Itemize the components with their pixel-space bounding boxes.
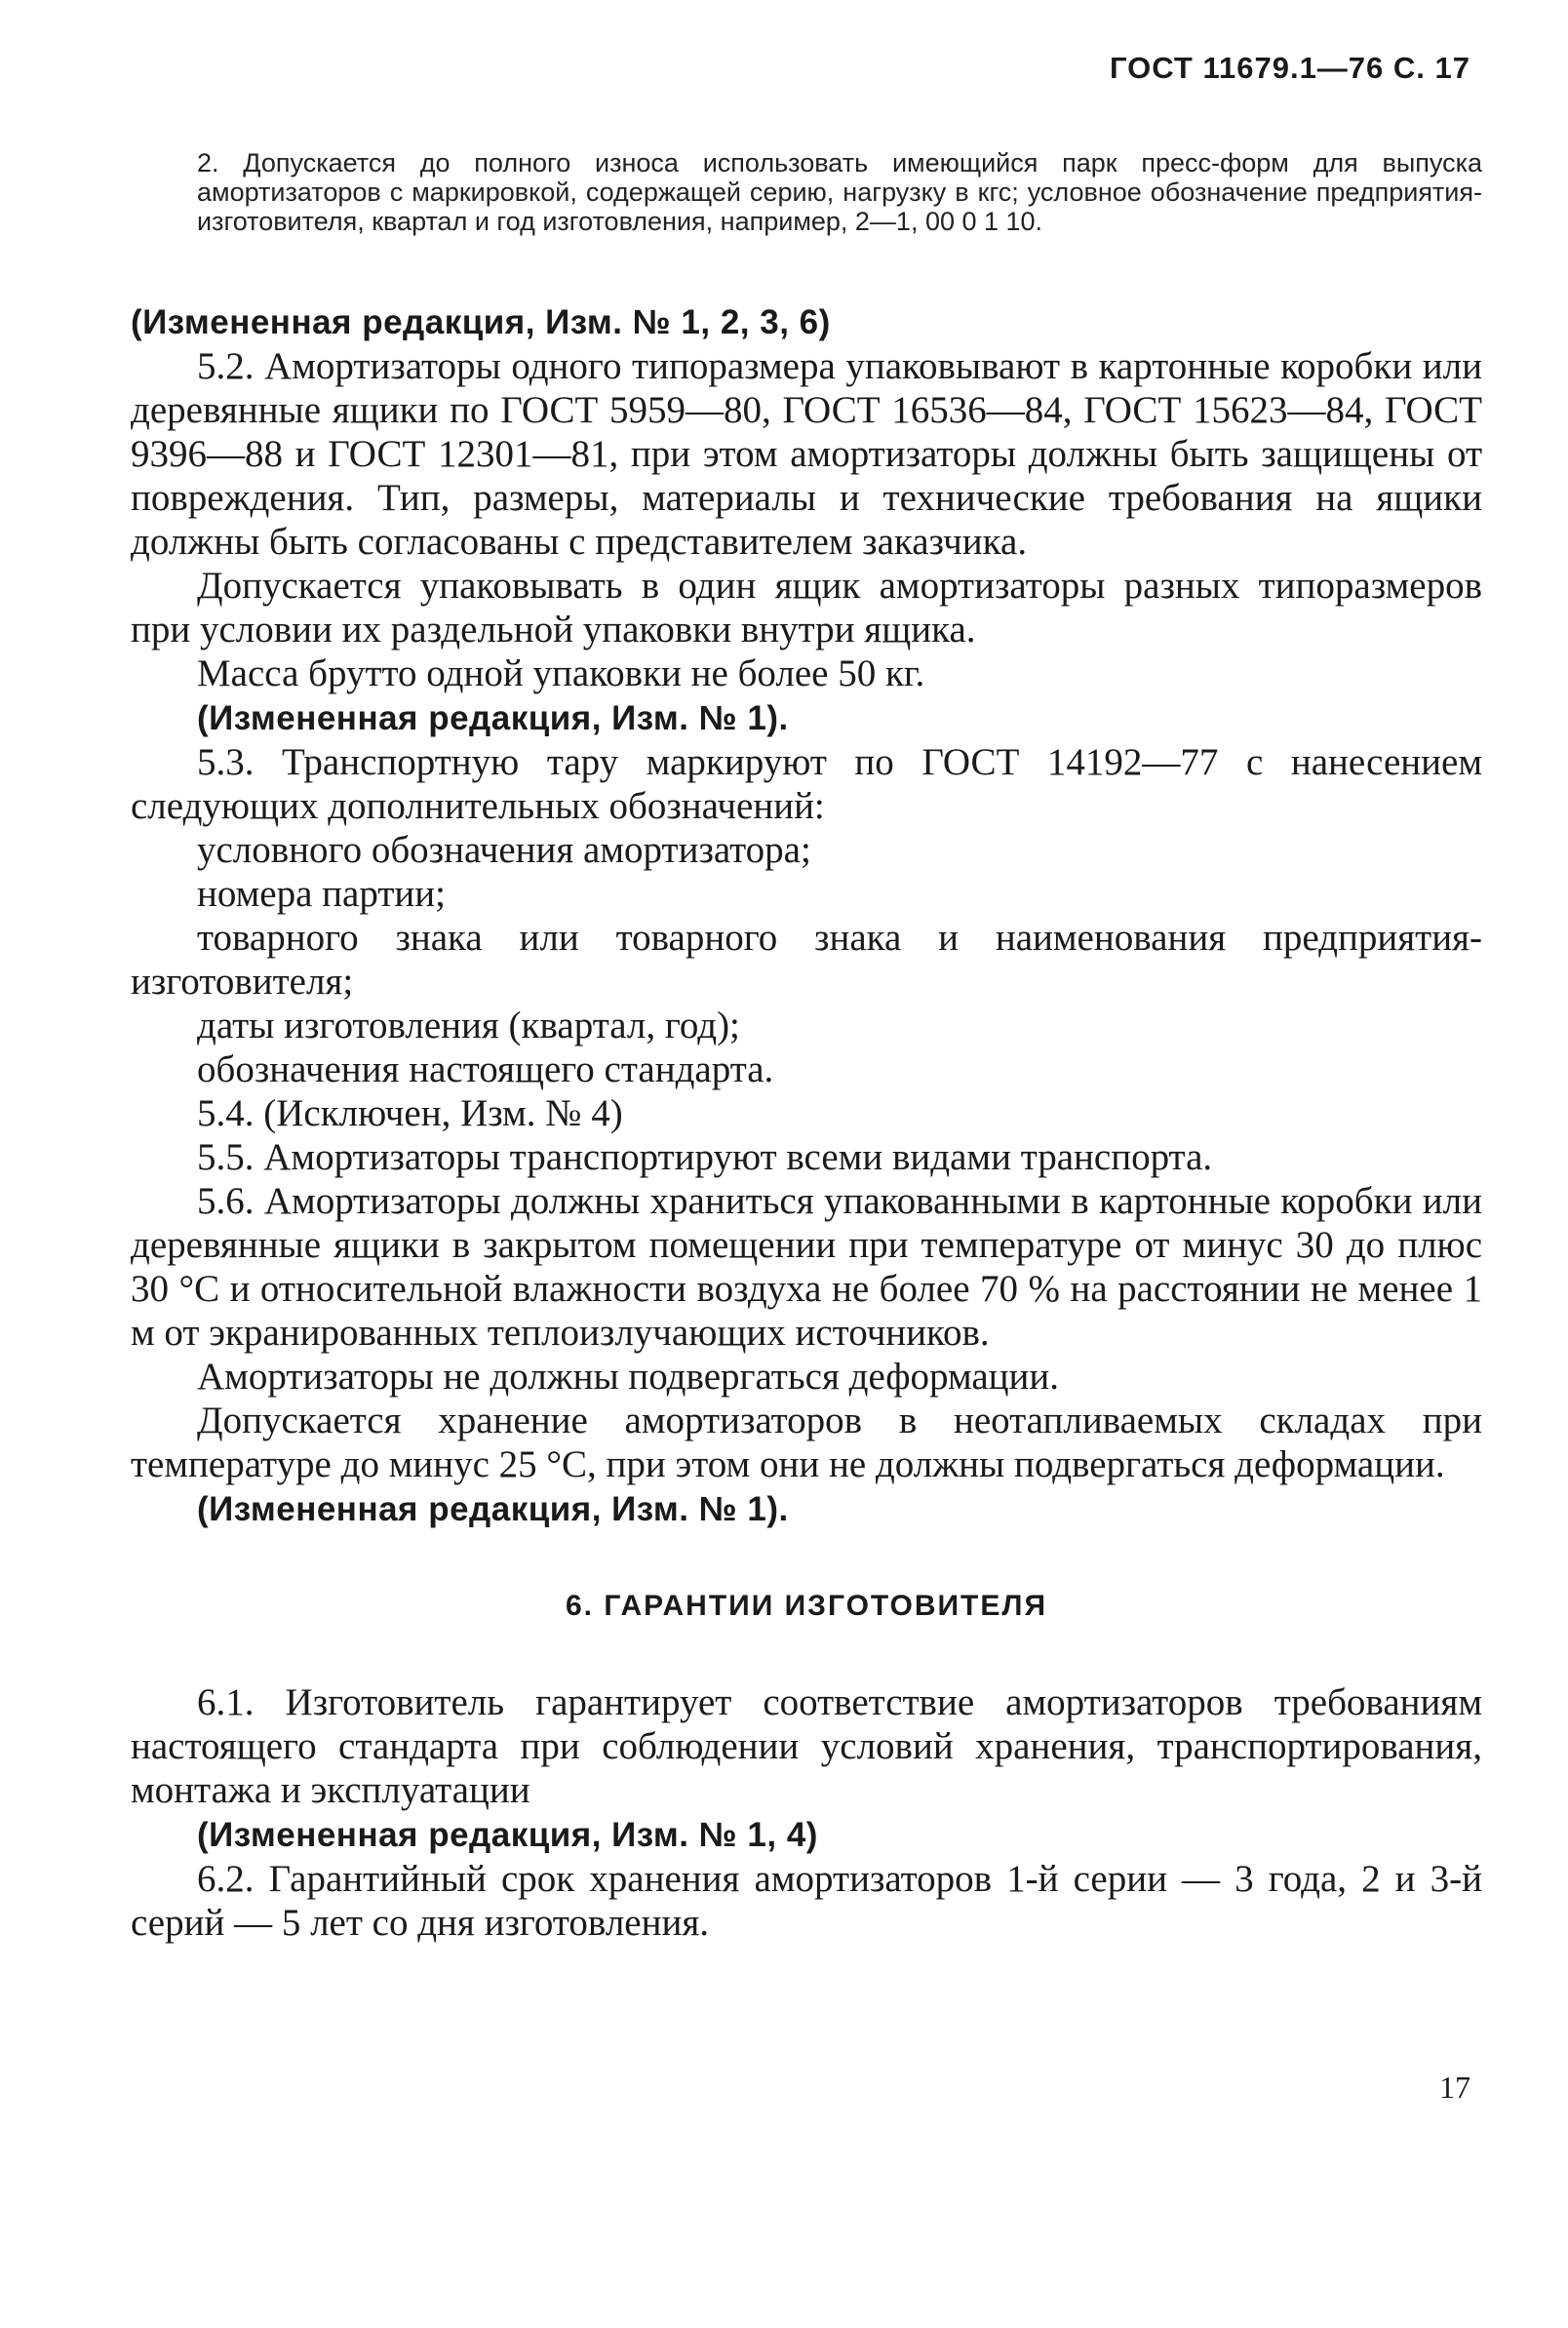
amendment-note: (Измененная редакция, Изм. № 1, 4) [197,1816,818,1854]
amendment-note: (Измененная редакция, Изм. № 1). [197,699,789,737]
paragraph-5-6-unheated: Допускается хранение амортизаторов в неотапливаемых складах при температуре до минус 25 °С, при этом они не должны подвергаться деформации. [131,1400,1482,1485]
page-number: 17 [1439,2070,1470,2105]
list-item: обозначения настоящего стандарта. [197,1048,774,1090]
amendment-note: (Измененная редакция, Изм. № 1, 2, 3, 6) [131,303,831,341]
section-title: 6. ГАРАНТИИ ИЗГОТОВИТЕЛЯ [565,1590,1047,1622]
list-item: товарного знака или товарного знака и наименования предприятия-изготовителя; [131,917,1482,1003]
paragraph-5-4: 5.4. (Исключен, Изм. № 4) [197,1092,623,1134]
paragraph-5-6: 5.6. Амортизаторы должны храниться упакованными в картонные коробки или деревянные ящики в закрытом помещении при температуре от минус 30 до плюс 30 °С и относительной влажности воздуха не более 70 % на расстоянии не менее 1 м от экранированных теплоизлучающих источников. [131,1180,1482,1354]
paragraph-5-2-gross-mass: Масса брутто одной упаковки не более 50 кг. [197,652,925,694]
paragraph-5-3: 5.3. Транспортную тару маркируют по ГОСТ 14192—77 с нанесением следующих дополнительных обозначений: [131,741,1482,827]
note-block [197,148,1482,236]
list-item: номера партии; [197,873,446,915]
list-item: даты изготовления (квартал, год); [197,1005,740,1046]
paragraph-5-6-deformation: Амортизаторы не должны подвергаться деформации. [197,1356,1060,1398]
paragraph-6-2: 6.2. Гарантийный срок хранения амортизаторов 1-й серии — 3 года, 2 и 3-й серий — 5 лет со дня изготовления. [131,1858,1482,1944]
amendment-note: (Измененная редакция, Изм. № 1). [197,1490,789,1528]
list-item: условного обозначения амортизатора; [197,829,811,871]
paragraph-5-2-packing-mixed: Допускается упаковывать в один ящик амортизаторы разных типоразмеров при условии их раздельной упаковки внутри ящика. [131,565,1482,651]
page-header: ГОСТ 11679.1—76 С. 17 [1110,51,1470,85]
note-paragraph: 2. Допускается до полного износа использовать имеющийся парк пресс-форм для выпуска амортизаторов с маркировкой, содержащей серию, нагрузку в кгс; условное обозначение предприятия-изготовителя, квартал и год изготовления, например, 2—1, 00 0 1 10. [197,148,1482,236]
paragraph-5-2: 5.2. Амортизаторы одного типоразмера упаковывают в картонные коробки или деревянные ящики по ГОСТ 5959—80, ГОСТ 16536—84, ГОСТ 15623—84, ГОСТ 9396—88 и ГОСТ 12301—81, при этом амортизаторы должны быть защищены от повреждения. Тип, размеры, материалы и технические требования на ящики должны быть согласованы с представителем заказчика. [131,345,1482,563]
main-text [131,299,1482,1945]
paragraph-6-1: 6.1. Изготовитель гарантирует соответствие амортизаторов требованиям настоящего стандарта при соблюдении условий хранения, транспортирования, монтажа и эксплуатации [131,1681,1482,1811]
paragraph-5-5: 5.5. Амортизаторы транспортируют всеми видами транспорта. [197,1136,1213,1178]
